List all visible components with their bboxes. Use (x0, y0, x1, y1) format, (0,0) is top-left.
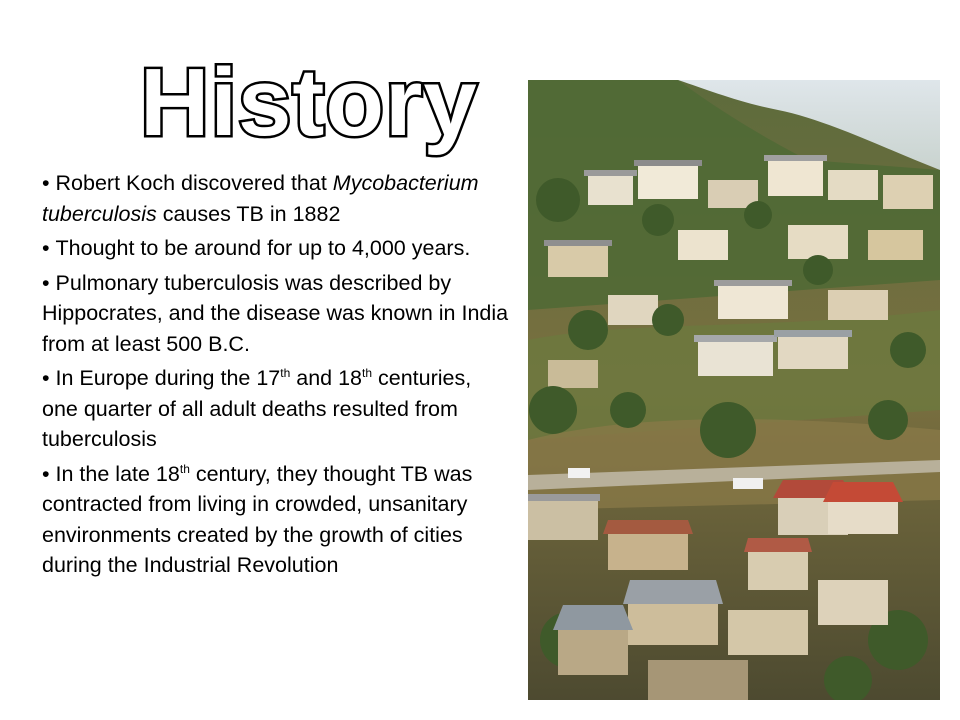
bullet-glyph: • (42, 366, 50, 390)
bullet-item-hippocrates (42, 268, 512, 360)
bullet-item-europe (42, 363, 512, 455)
bullet-glyph: • (42, 461, 50, 486)
bullet-item-age (42, 233, 512, 264)
bullet-text: In the late 18 (55, 461, 180, 486)
superscript: th (179, 461, 190, 476)
bullet-item-industrial (42, 459, 512, 581)
bullet-italic-text: Mycobacterium tuberculosis (42, 171, 479, 226)
hillside-village-illustration (528, 80, 940, 700)
bullet-text: Robert Koch discovered that (55, 171, 333, 195)
bullet-text: In Europe during the 17 (55, 366, 281, 390)
superscript: th (362, 365, 373, 380)
superscript: th (280, 365, 291, 380)
bullet-text: century, they thought TB was contracted from living in crowded, unsanitary environments created by the growth of cities during the Industrial Revolution (42, 461, 473, 577)
bullet-text: Thought to be around for up to 4,000 years. (55, 236, 471, 260)
bullet-glyph: • (42, 236, 50, 260)
bullet-text: Pulmonary tuberculosis was described by Hippocrates, and the disease was known in India from at least 500 B.C. (42, 270, 509, 356)
bullet-text: centuries, one quarter of all adult deaths resulted from tuberculosis (42, 366, 472, 451)
bullet-glyph: • (42, 270, 50, 295)
bullet-item-koch (42, 168, 512, 229)
bullet-text: and 18 (290, 366, 363, 390)
hillside-village-photo (528, 80, 940, 700)
bullet-list (42, 168, 512, 585)
slide-title: History (140, 49, 478, 156)
bullet-text: causes TB in 1882 (156, 201, 341, 226)
bullet-glyph: • (42, 171, 50, 195)
